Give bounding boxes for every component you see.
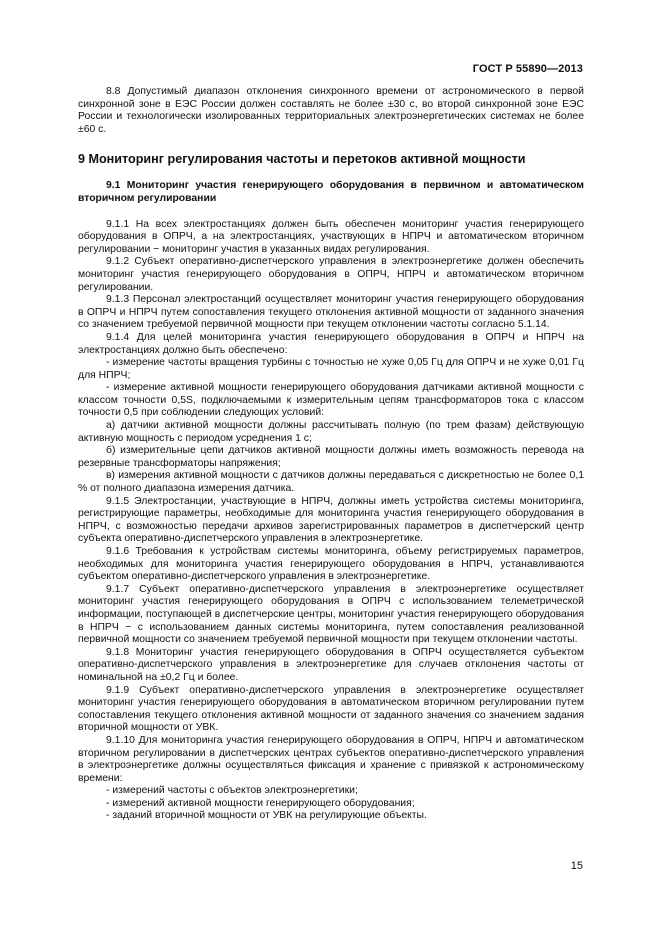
subsection-9-1-title: 9.1 Мониторинг участия генерирующего оборудования в первичном и автоматическом вторичном регулировании [78,180,584,204]
paragraph-9-1-9: 9.1.9 Субъект оперативно-диспетчерского управления в электроэнергетике осуществляет мониторинг участия генерирующего оборудования в автоматическом вторичном регулировании путем сопоставления текущего отклонения активной мощности от заданного значения со значением задания вторичной мощности от УВК. [78,684,584,734]
paragraph-9-1-8: 9.1.8 Мониторинг участия генерирующего оборудования в ОПРЧ осуществляется субъектом оперативно-диспетчерского управления в электроэнергетике для случаев отклонения частоты от номинальной на ±0,2 Гц и более. [78,646,584,683]
paragraph-9-1-10: 9.1.10 Для мониторинга участия генерирующего оборудования в ОПРЧ, НПРЧ и автоматическом вторичном регулировании в диспетчерских центрах субъектов оперативно-диспетчерского управления в электроэнергетике должны осуществляться фиксация и хранение с привязкой к астрономическому времени: [78,734,584,784]
paragraph-9-1-7: 9.1.7 Субъект оперативно-диспетчерского управления в электроэнергетике осуществляет мониторинг участия генерирующего оборудования в ОПРЧ с использованием телеметрической информации, поступающей в диспетчерские центры, мониторинг участия генерирующего оборудования в НПРЧ − с использованием данных системы мониторинга, путем сопоставления реализованной первичной мощности со значением требуемой первичной мощности при текущем отклонении частоты. [78,583,584,646]
list-item: - измерение частоты вращения турбины с точностью не хуже 0,05 Гц для ОПРЧ и не хуже 0,01 Гц для НПРЧ; [78,357,584,381]
page-number: 15 [570,860,583,872]
paragraph-9-1-5: 9.1.5 Электростанции, участвующие в НПРЧ, должны иметь устройства системы мониторинга, регистрирующие параметры, необходимые для мониторинга участия генерирующего оборудования в НПРЧ, с возможностью передачи архивов зарегистрированных параметров в диспетчерский центр субъекта оперативно-диспетчерского управления в электроэнергетике. [78,495,584,545]
list-item: - измерение активной мощности генерирующего оборудования датчиками активной мощности с классом точности 0,5S, подключаемыми к измерительным цепям трансформаторов тока с классом точности 0,5 при соблюдении следующих условий: [78,382,584,419]
paragraph-9-1-6: 9.1.6 Требования к устройствам системы мониторинга, объему регистрируемых параметров, необходимых для мониторинга участия генерирующего оборудования в НПРЧ, устанавливаются субъектом оперативно-диспетчерского управления в электроэнергетике. [78,546,584,583]
paragraph-9-1-3: 9.1.3 Персонал электростанций осуществляет мониторинг участия генерирующего оборудования в ОПРЧ и НПРЧ путем сопоставления текущего отклонения активной мощности от заданного значения со значением требуемой первичной мощности при текущем отклонении частоты согласно 5.1.14. [78,294,584,331]
paragraph-9-1-4: 9.1.4 Для целей мониторинга участия генерирующего оборудования в ОПРЧ и НПРЧ на электростанциях должно быть обеспечено: [78,331,584,356]
list-item: а) датчики активной мощности должны рассчитывать полную (по трем фазам) действующую активную мощность с периодом усреднения 1 с; [78,420,584,444]
section-9-title: 9 Мониторинг регулирования частоты и перетоков активной мощности [78,152,526,167]
paragraph-9-1-2: 9.1.2 Субъект оперативно-диспетчерского управления в электроэнергетике должен обеспечить мониторинг участия генерирующего оборудования в ОПРЧ, НПРЧ и автоматическом вторичном регулировании. [78,256,584,293]
list-item: - измерений активной мощности генерирующего оборудования; [106,797,415,809]
page-content [78,86,584,823]
standard-header: ГОСТ Р 55890—2013 [472,63,583,75]
list-item: в) измерения активной мощности с датчиков должны передаваться с дискретностью не более 0,1 % от полного диапазона измерения датчика. [78,470,584,495]
list-item: - измерений частоты с объектов электроэнергетики; [106,785,358,797]
list-item: б) измерительные цепи датчиков активной мощности должны иметь возможность перевода на резервные трансформаторы напряжения; [78,445,584,469]
list-item: - заданий вторичной мощности от УВК на регулирующие объекты. [106,810,427,822]
paragraph-8-8: 8.8 Допустимый диапазон отклонения синхронного времени от астрономического в первой синхронной зоне в ЕЭС России должен составлять не более ±30 с, во второй синхронной зоне ЕЭС России и технологически изолированных территориальных электроэнергетических системах не более ±60 с. [78,86,584,135]
paragraph-9-1-1: 9.1.1 На всех электростанциях должен быть обеспечен мониторинг участия генерирующего оборудования в ОПРЧ, а на электростанциях, участвующих в НПРЧ и автоматическом вторичном регулировании − мониторинг участия в указанных видах регулирования. [78,218,584,255]
